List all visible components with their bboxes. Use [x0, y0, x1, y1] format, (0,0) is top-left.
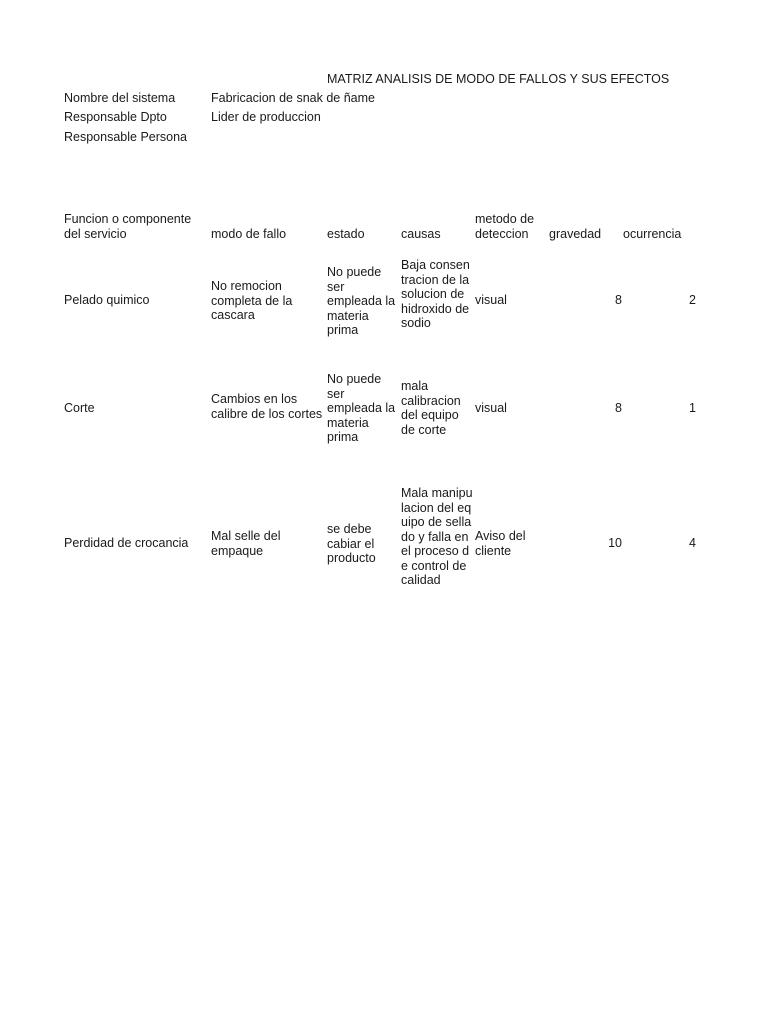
cell-causas: Baja consentracion de la solucion de hidroxido de sodio — [401, 258, 470, 330]
cell-modo: No remocion completa de la cascara — [211, 279, 293, 322]
department-value: Lider de produccion — [211, 110, 321, 124]
cell-modo: Mal selle del empaque — [211, 529, 281, 558]
cell-metodo: visual — [475, 293, 507, 307]
cell-funcion: Corte — [64, 401, 95, 415]
cell-modo: Cambios en los calibre de los cortes — [211, 392, 323, 421]
cell-ocurrencia: 1 — [689, 401, 696, 415]
cell-causas: Mala manipulacion del equipo de sellado y falla en el proceso de control de calidad — [401, 486, 473, 587]
header-estado: estado — [327, 227, 365, 241]
header-gravedad: gravedad — [549, 227, 602, 241]
cell-metodo: visual — [475, 401, 507, 415]
cell-funcion: Pelado quimico — [64, 293, 150, 307]
cell-funcion: Perdidad de crocancia — [64, 536, 189, 550]
header-metodo: metodo de deteccion — [475, 212, 535, 241]
cell-estado: se debe cabiar el producto — [327, 522, 376, 565]
cell-gravedad: 10 — [608, 536, 622, 550]
header-ocurrencia: ocurrencia — [623, 227, 682, 241]
cell-estado: No puede ser empleada la materia prima — [327, 372, 396, 444]
person-label: Responsable Persona — [64, 130, 187, 144]
department-label: Responsable Dpto — [64, 110, 167, 124]
document-title: MATRIZ ANALISIS DE MODO DE FALLOS Y SUS EFECTOS — [327, 72, 670, 86]
header-modo: modo de fallo — [211, 227, 287, 241]
header-causas: causas — [401, 227, 441, 241]
system-name-label: Nombre del sistema — [64, 91, 176, 105]
system-name-value: Fabricacion de snak de ñame — [211, 91, 375, 105]
cell-ocurrencia: 2 — [689, 293, 696, 307]
cell-estado: No puede ser empleada la materia prima — [327, 265, 396, 337]
cell-ocurrencia: 4 — [689, 536, 696, 550]
cell-causas: mala calibracion del equipo de corte — [401, 379, 461, 437]
header-funcion: Funcion o componente del servicio — [64, 212, 192, 241]
cell-gravedad: 8 — [615, 293, 622, 307]
cell-metodo: Aviso del cliente — [475, 529, 526, 558]
cell-gravedad: 8 — [615, 401, 622, 415]
